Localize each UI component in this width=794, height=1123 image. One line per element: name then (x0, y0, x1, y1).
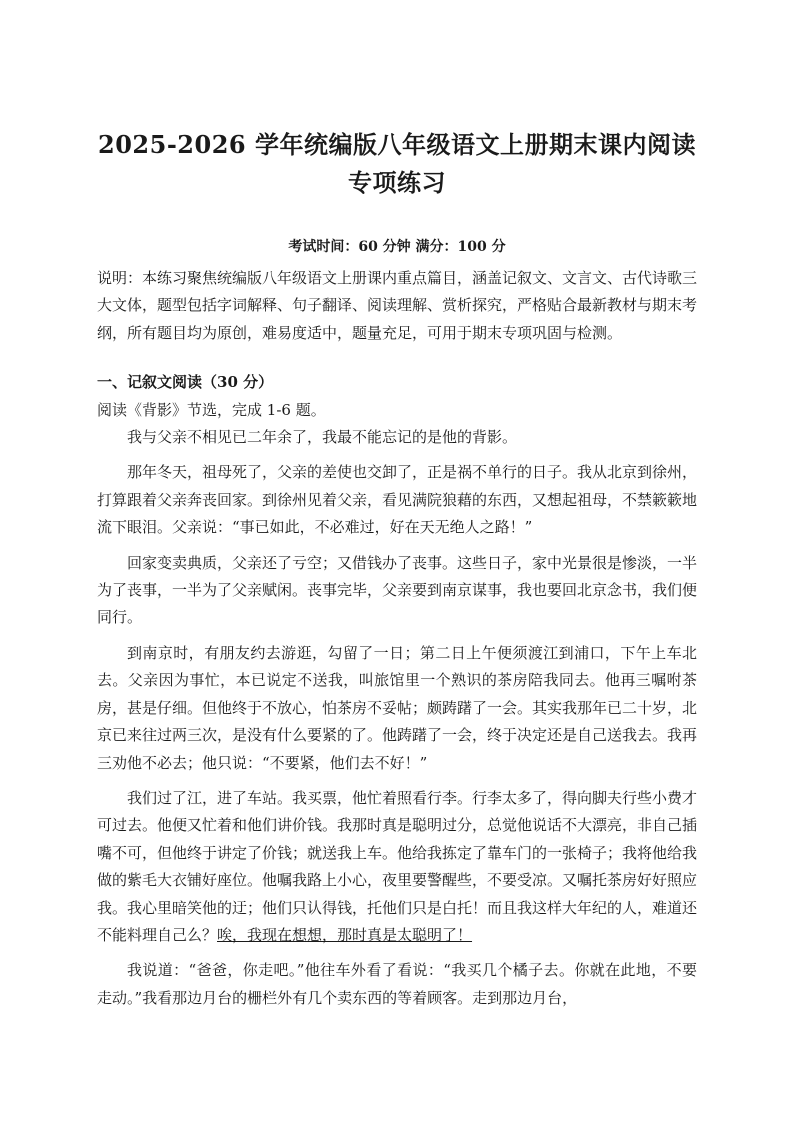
passage-text: 我们过了江，进了车站。我买票，他忙着照看行李。行李太多了，得向脚夫行些小费才可过去。他便又忙着和他们讲价钱。我那时真是聪明过分，总觉他说话不大漂亮，非自己插嘴不可，但他终于讲定了价钱；就送我上车。他给我拣定了靠车门的一张椅子；我将他给我做的紫毛大衣铺好座位。他嘱我路上小心，夜里要警醒些，不要受凉。又嘱托茶房好好照应我。我心里暗笑他的迂；他们只认得钱，托他们只是白托！而且我这样大年纪的人，难道还不能料理自己么？ (97, 788, 698, 944)
reading-instruction: 阅读《背影》节选，完成 1-6 题。 (97, 400, 326, 419)
passage-paragraph: 到南京时，有朋友约去游逛，勾留了一日；第二日上午便须渡江到浦口，下午上车北去。父亲因为事忙，本已说定不送我，叫旅馆里一个熟识的茶房陪我同去。他再三嘱咐茶房，甚是仔细。但他终于不放心，怕茶房不妥帖；颇踌躇了一会。其实我那年已二十岁，北京已来往过两三次，是没有什么要紧的了。他踌躇了一会，终于决定还是自己送我去。我再三劝他不必去；他只说：“不要紧，他们去不好！” (97, 643, 698, 772)
document-title: 2025-2026 学年统编版八年级语文上册期末课内阅读专项练习 (98, 130, 696, 197)
passage-paragraph: 我说道：“爸爸，你走吧。”他往车外看了看说：“我买几个橘子去。你就在此地，不要走动。”我看那边月台的栅栏外有几个卖东西的等着顾客。走到那边月台， (97, 961, 697, 1007)
intro-text: 说明：本练习聚焦统编版八年级语文上册课内重点篇目，涵盖记叙文、文言文、古代诗歌三大文体，题型包括字词解释、句子翻译、阅读理解、赏析探究，严格贴合最新教材与期末考纲，所有题目均为原创，难易度适中，题量充足，可用于期末专项巩固与检测。 (97, 269, 698, 342)
document-body (97, 265, 697, 1012)
passage-paragraph: 那年冬天，祖母死了，父亲的差使也交卸了，正是祸不单行的日子。我从北京到徐州，打算跟着父亲奔丧回家。到徐州见着父亲，看见满院狼藉的东西，又想起祖母，不禁簌簌地流下眼泪。父亲说：“事已如此，不必难过，好在天无绝人之路！” (97, 463, 698, 537)
passage-paragraph: 回家变卖典质，父亲还了亏空；又借钱办了丧事。这些日子，家中光景很是惨淡，一半为了丧事，一半为了父亲赋闲。丧事完毕，父亲要到南京谋事，我也要回北京念书，我们便同行。 (97, 553, 698, 627)
passage-paragraph (97, 785, 697, 949)
exam-info: 考试时间：60 分钟 满分：100 分 (288, 239, 506, 255)
section-heading: 一、记叙文阅读（30 分） (97, 373, 274, 392)
underlined-sentence: 唉，我现在想想，那时真是太聪明了！ (217, 925, 473, 944)
passage-paragraph: 我与父亲不相见已二年余了，我最不能忘记的是他的背影。 (127, 428, 518, 447)
